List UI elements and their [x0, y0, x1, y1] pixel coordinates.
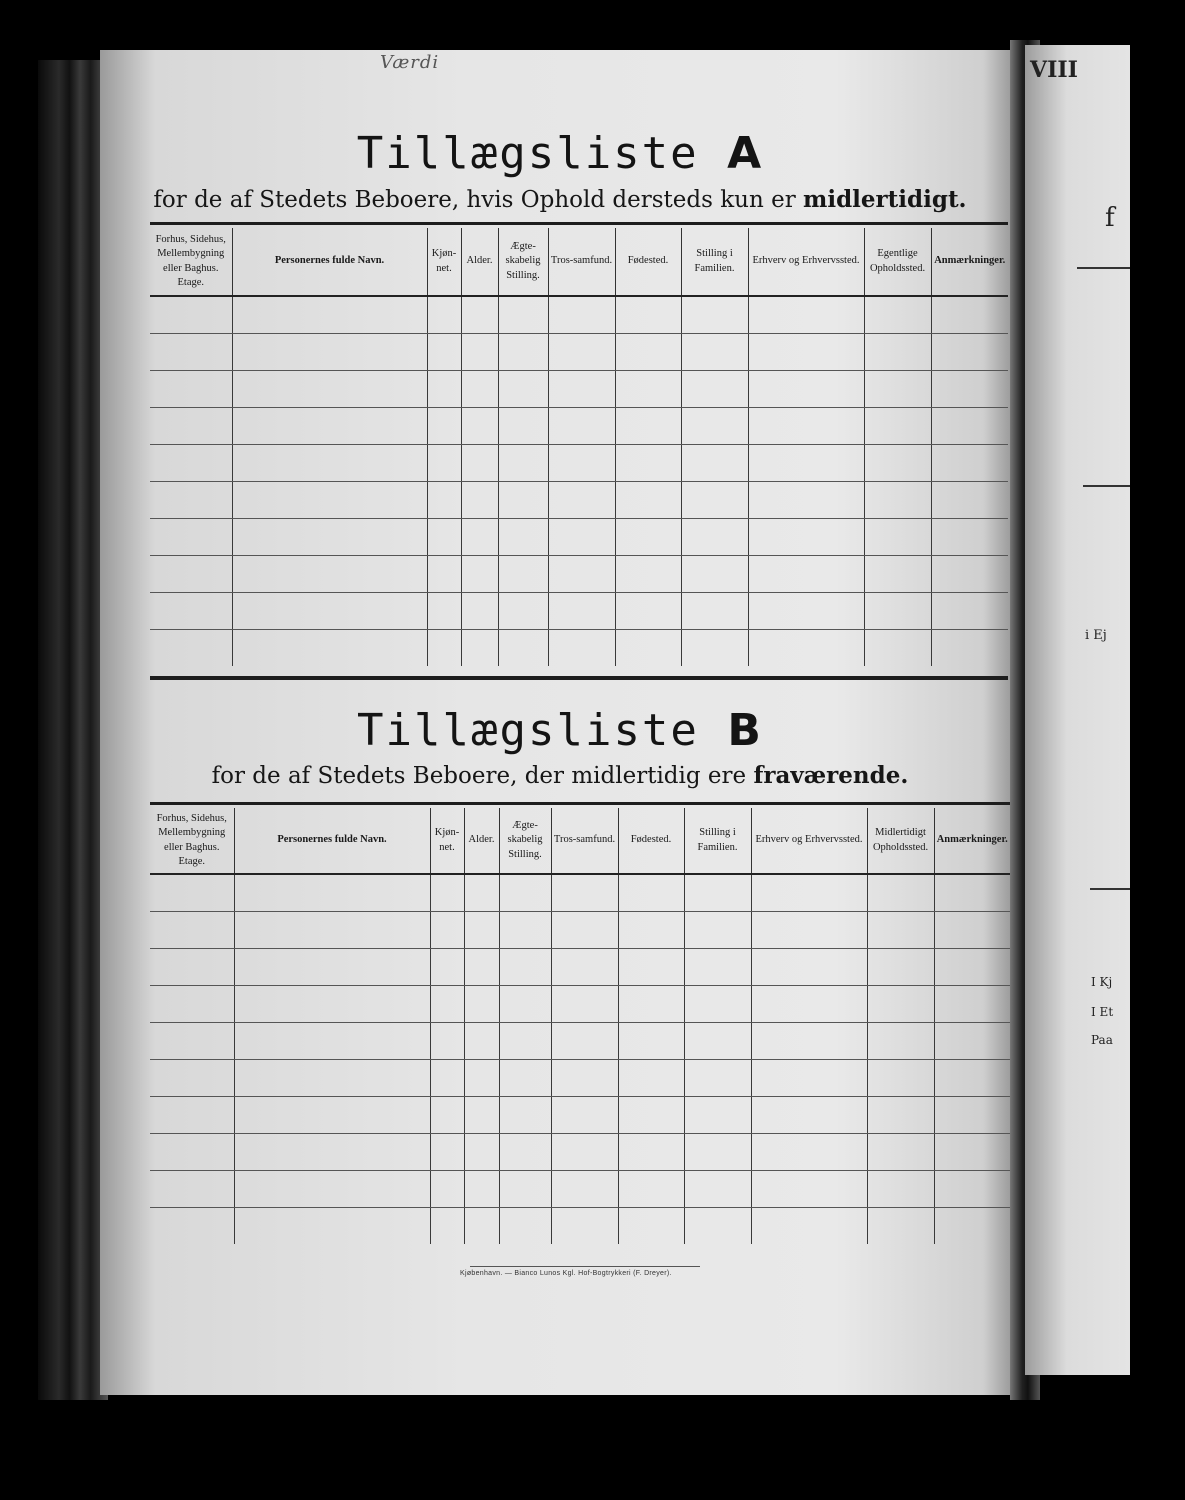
- list-b-table-cell: [618, 1134, 684, 1171]
- list-a-table-cell: [615, 593, 681, 630]
- list-b-subtitle-bold: fraværende.: [753, 762, 909, 789]
- list-b-table-cell: [234, 1023, 430, 1060]
- list-a-table-cell: [864, 630, 931, 667]
- list-a-table-cell: [615, 408, 681, 445]
- list-b-table-cell: [464, 874, 499, 912]
- list-b-table-row: [150, 949, 1010, 986]
- list-a-table-cell: [748, 630, 864, 667]
- list-b-header-row: [150, 808, 1010, 874]
- list-b-table-cell: [684, 1023, 751, 1060]
- list-b-table-cell: [751, 949, 867, 986]
- list-a-col-birthplace: Fødested.: [615, 228, 681, 296]
- list-a-table-cell: [864, 482, 931, 519]
- list-b-table-cell: [618, 986, 684, 1023]
- list-a-table-cell: [681, 371, 748, 408]
- list-b-table-cell: [867, 949, 934, 986]
- adjacent-rule-1: [1077, 267, 1130, 269]
- list-a-table: [150, 228, 1008, 666]
- list-b-col-birthplace: Fødested.: [618, 808, 684, 874]
- list-a-table-cell: [461, 556, 498, 593]
- list-b-col-building: Forhus, Sidehus, Mellembygning eller Baghus. Etage.: [150, 808, 234, 874]
- list-a-col-building: Forhus, Sidehus, Mellembygning eller Baghus. Etage.: [150, 228, 232, 296]
- list-a-table-cell: [150, 593, 232, 630]
- list-a-table-cell: [498, 445, 548, 482]
- list-a-table-cell: [498, 630, 548, 667]
- list-b-table-cell: [150, 986, 234, 1023]
- list-b-table-cell: [499, 1134, 551, 1171]
- list-b-table-cell: [934, 986, 1010, 1023]
- list-a-table-cell: [498, 408, 548, 445]
- list-b-table-cell: [464, 1023, 499, 1060]
- list-b-table-cell: [934, 874, 1010, 912]
- list-b-table-cell: [751, 986, 867, 1023]
- list-a-table-cell: [931, 519, 1008, 556]
- list-b-table-cell: [150, 1208, 234, 1245]
- list-b-table-cell: [867, 1060, 934, 1097]
- list-a-table-row: [150, 630, 1008, 667]
- list-a-table-cell: [681, 334, 748, 371]
- list-a-table-cell: [864, 296, 931, 334]
- list-a-table-cell: [681, 408, 748, 445]
- list-b-table-cell: [430, 1134, 464, 1171]
- list-a-table-cell: [931, 334, 1008, 371]
- list-a-table-row: [150, 408, 1008, 445]
- list-a-table-cell: [548, 482, 615, 519]
- list-a-title-letter: A: [727, 128, 764, 179]
- list-a-table-cell: [864, 519, 931, 556]
- list-b-table-cell: [934, 1097, 1010, 1134]
- list-b-table-cell: [551, 1023, 618, 1060]
- list-a-table-cell: [427, 482, 461, 519]
- list-b-subtitle-text: for de af Stedets Beboere, der midlertidig ere: [211, 763, 747, 789]
- list-b-table-cell: [684, 1171, 751, 1208]
- list-a-table-cell: [615, 556, 681, 593]
- list-a-table-row: [150, 556, 1008, 593]
- list-a-table-cell: [864, 408, 931, 445]
- list-a-table-cell: [498, 519, 548, 556]
- list-b-table-cell: [751, 1208, 867, 1245]
- list-a-table-cell: [681, 556, 748, 593]
- list-b-col-sex: Kjøn-net.: [430, 808, 464, 874]
- list-b-table-cell: [234, 986, 430, 1023]
- list-b-table-cell: [464, 1097, 499, 1134]
- list-a-table-cell: [232, 408, 427, 445]
- list-a-table-cell: [232, 334, 427, 371]
- list-b-table-row: [150, 1060, 1010, 1097]
- list-b-table-cell: [150, 912, 234, 949]
- list-a-table-cell: [498, 593, 548, 630]
- adjacent-line-4: I Et: [1091, 1005, 1114, 1019]
- adjacent-line-2: i Ej: [1085, 628, 1107, 643]
- list-a-table-cell: [232, 445, 427, 482]
- list-a-table-cell: [548, 630, 615, 667]
- list-b-table-cell: [499, 874, 551, 912]
- list-a-col-religion: Tros-samfund.: [548, 228, 615, 296]
- list-a-table-cell: [461, 593, 498, 630]
- list-a-table-cell: [232, 556, 427, 593]
- list-a-table-cell: [748, 593, 864, 630]
- list-b-table-cell: [618, 1208, 684, 1245]
- list-a-table-cell: [150, 408, 232, 445]
- list-b-table-cell: [934, 949, 1010, 986]
- list-b-table-cell: [150, 1097, 234, 1134]
- list-a-subtitle-bold: midlertidigt.: [803, 186, 967, 213]
- list-b-table-cell: [684, 874, 751, 912]
- list-b-table-row: [150, 986, 1010, 1023]
- list-b-table-cell: [867, 1134, 934, 1171]
- list-b-top-rule: [150, 802, 1010, 805]
- adjacent-line-5: Paa: [1091, 1033, 1113, 1047]
- list-b-table-cell: [684, 986, 751, 1023]
- list-a-subtitle: [100, 186, 1020, 213]
- list-a-table-cell: [232, 482, 427, 519]
- list-a-table-cell: [615, 630, 681, 667]
- list-b-table-cell: [751, 1060, 867, 1097]
- list-b-table-row: [150, 1097, 1010, 1134]
- list-b-table-cell: [751, 1097, 867, 1134]
- list-a-table-cell: [150, 296, 232, 334]
- list-a-table-cell: [931, 593, 1008, 630]
- list-b-table-row: [150, 1134, 1010, 1171]
- list-b-col-marital: Ægte-skabelig Stilling.: [499, 808, 551, 874]
- list-b-table-cell: [464, 1134, 499, 1171]
- list-a-table-cell: [748, 556, 864, 593]
- list-a-table-row: [150, 445, 1008, 482]
- list-b-table-cell: [867, 986, 934, 1023]
- list-a-table-cell: [461, 445, 498, 482]
- list-b-table-cell: [150, 1134, 234, 1171]
- list-a-table-cell: [615, 296, 681, 334]
- list-a-table-cell: [931, 408, 1008, 445]
- list-b-table-cell: [234, 949, 430, 986]
- list-b-table-cell: [499, 949, 551, 986]
- list-b-table-row: [150, 1171, 1010, 1208]
- list-b-col-temporary-residence: Midlertidigt Opholdssted.: [867, 808, 934, 874]
- list-a-table-row: [150, 296, 1008, 334]
- list-b-table-cell: [430, 1171, 464, 1208]
- list-b-table-cell: [464, 1171, 499, 1208]
- list-a-table-cell: [748, 519, 864, 556]
- list-a-table-cell: [232, 593, 427, 630]
- list-a-col-name: Personernes fulde Navn.: [232, 228, 427, 296]
- list-b-table-cell: [618, 912, 684, 949]
- list-a-table-cell: [150, 482, 232, 519]
- list-b-table-cell: [499, 1060, 551, 1097]
- list-a-table-cell: [681, 445, 748, 482]
- list-a-table-row: [150, 371, 1008, 408]
- list-a-header-row: [150, 228, 1008, 296]
- list-b-table-cell: [430, 949, 464, 986]
- list-b-table: [150, 808, 1010, 1244]
- list-b-table-cell: [499, 1171, 551, 1208]
- list-b-table-cell: [464, 949, 499, 986]
- adjacent-page: [1025, 45, 1130, 1375]
- sheet-mark: Værdi: [380, 52, 440, 73]
- list-b-table-row: [150, 874, 1010, 912]
- list-a-top-rule: [150, 222, 1008, 225]
- list-b-table-cell: [867, 1097, 934, 1134]
- list-a-table-cell: [427, 334, 461, 371]
- list-a-table-cell: [615, 482, 681, 519]
- list-a-table-cell: [548, 519, 615, 556]
- list-a-table-cell: [461, 519, 498, 556]
- list-b-table-cell: [499, 1023, 551, 1060]
- list-a-table-cell: [681, 519, 748, 556]
- list-a-table-cell: [931, 482, 1008, 519]
- list-b-title-text: Tillægsliste: [357, 705, 699, 756]
- list-a-table-cell: [498, 296, 548, 334]
- list-a-col-age: Alder.: [461, 228, 498, 296]
- adjacent-line-1: f: [1105, 203, 1115, 233]
- list-a-table-cell: [150, 371, 232, 408]
- list-a-table-cell: [548, 593, 615, 630]
- list-a-table-cell: [931, 296, 1008, 334]
- list-a-table-cell: [150, 445, 232, 482]
- list-b-table-cell: [751, 874, 867, 912]
- list-a-table-cell: [864, 371, 931, 408]
- list-b-table-cell: [551, 912, 618, 949]
- list-a-table-cell: [427, 556, 461, 593]
- list-a-table-cell: [681, 482, 748, 519]
- list-b-table-cell: [751, 1171, 867, 1208]
- list-b-table-cell: [234, 1134, 430, 1171]
- list-b-table-cell: [150, 1171, 234, 1208]
- printer-rule: [470, 1266, 700, 1267]
- list-b-table-cell: [464, 912, 499, 949]
- list-a-table-cell: [931, 445, 1008, 482]
- list-b-table-cell: [684, 949, 751, 986]
- list-b-table-cell: [551, 874, 618, 912]
- list-b-table-cell: [551, 986, 618, 1023]
- list-a-table-cell: [427, 371, 461, 408]
- list-b-table-cell: [150, 1023, 234, 1060]
- list-a-table-row: [150, 593, 1008, 630]
- list-b-table-cell: [551, 1060, 618, 1097]
- list-a-table-cell: [681, 593, 748, 630]
- list-a-table-cell: [748, 408, 864, 445]
- list-a-col-sex: Kjøn-net.: [427, 228, 461, 296]
- list-b-table-cell: [867, 1208, 934, 1245]
- list-a-table-cell: [150, 630, 232, 667]
- list-b-table-cell: [934, 1023, 1010, 1060]
- list-b-table-cell: [430, 912, 464, 949]
- list-a-table-cell: [150, 334, 232, 371]
- list-b-table-cell: [234, 1097, 430, 1134]
- list-a-table-cell: [427, 296, 461, 334]
- list-a-subtitle-text: for de af Stedets Beboere, hvis Ophold dersteds kun er: [153, 187, 796, 213]
- list-b-table-cell: [618, 949, 684, 986]
- list-b-table-cell: [234, 912, 430, 949]
- list-b-table-cell: [430, 1060, 464, 1097]
- list-b-col-occupation: Erhverv og Erhvervssted.: [751, 808, 867, 874]
- list-b-table-cell: [551, 1208, 618, 1245]
- list-b-table-cell: [684, 1208, 751, 1245]
- list-a-table-cell: [232, 519, 427, 556]
- list-b-table-cell: [618, 1023, 684, 1060]
- list-b-table-cell: [551, 1171, 618, 1208]
- list-a-table-cell: [461, 630, 498, 667]
- list-b-table-cell: [464, 986, 499, 1023]
- list-b-table-cell: [934, 1060, 1010, 1097]
- list-a-table-cell: [748, 334, 864, 371]
- list-a-col-family-position: Stilling i Familien.: [681, 228, 748, 296]
- list-a-table-cell: [427, 445, 461, 482]
- list-a-table-cell: [864, 593, 931, 630]
- list-a-table-cell: [150, 519, 232, 556]
- list-a-col-occupation: Erhverv og Erhvervssted.: [748, 228, 864, 296]
- list-b-table-cell: [934, 1134, 1010, 1171]
- list-a-table-cell: [427, 519, 461, 556]
- list-a-table-cell: [931, 371, 1008, 408]
- list-b-col-age: Alder.: [464, 808, 499, 874]
- list-b-table-cell: [618, 874, 684, 912]
- list-b-table-cell: [430, 1208, 464, 1245]
- list-b-table-cell: [499, 1208, 551, 1245]
- list-b-table-cell: [499, 912, 551, 949]
- list-a-table-cell: [681, 296, 748, 334]
- list-a-table-cell: [748, 482, 864, 519]
- list-a-table-cell: [548, 445, 615, 482]
- list-b-table-cell: [551, 949, 618, 986]
- list-a-table-cell: [548, 556, 615, 593]
- list-a-table-row: [150, 334, 1008, 371]
- list-a-table-cell: [864, 334, 931, 371]
- list-b-table-cell: [150, 949, 234, 986]
- list-b-table-cell: [684, 1060, 751, 1097]
- list-b-table-cell: [430, 986, 464, 1023]
- list-a-table-cell: [931, 556, 1008, 593]
- list-a-table-cell: [498, 556, 548, 593]
- list-b-table-cell: [150, 1060, 234, 1097]
- list-a-table-cell: [461, 334, 498, 371]
- list-a-table-cell: [427, 630, 461, 667]
- list-b-table-cell: [867, 1023, 934, 1060]
- list-b-table-cell: [751, 1134, 867, 1171]
- list-a-table-cell: [548, 296, 615, 334]
- list-b-table-cell: [430, 1023, 464, 1060]
- adjacent-rule-3: [1090, 888, 1130, 890]
- list-b-table-cell: [234, 1060, 430, 1097]
- printer-imprint: Kjøbenhavn. — Bianco Lunos Kgl. Hof-Bogtrykkeri (F. Dreyer).: [460, 1270, 672, 1277]
- list-b-table-cell: [618, 1171, 684, 1208]
- list-a-table-cell: [864, 445, 931, 482]
- list-a-table-cell: [427, 408, 461, 445]
- list-b-table-cell: [234, 1171, 430, 1208]
- list-b-table-row: [150, 1023, 1010, 1060]
- list-b-table-cell: [934, 912, 1010, 949]
- list-a-table-cell: [548, 334, 615, 371]
- list-a-table-cell: [498, 334, 548, 371]
- list-b-title: [100, 705, 1020, 756]
- list-b-table-cell: [430, 874, 464, 912]
- list-b-subtitle: [100, 762, 1020, 789]
- list-b-table-cell: [751, 912, 867, 949]
- list-b-table-cell: [464, 1060, 499, 1097]
- list-a-table-cell: [681, 630, 748, 667]
- list-a-table-cell: [615, 519, 681, 556]
- list-b-table-cell: [867, 874, 934, 912]
- list-a-title-text: Tillægsliste: [356, 128, 699, 179]
- list-a-table-cell: [748, 296, 864, 334]
- list-b-title-letter: B: [727, 705, 763, 756]
- list-b-table-row: [150, 1208, 1010, 1245]
- list-a-col-marital: Ægte-skabelig Stilling.: [498, 228, 548, 296]
- list-b-table-cell: [234, 874, 430, 912]
- list-b-table-cell: [234, 1208, 430, 1245]
- list-a-table-row: [150, 519, 1008, 556]
- list-b-table-cell: [618, 1097, 684, 1134]
- list-a-table-cell: [232, 296, 427, 334]
- list-b-table-cell: [867, 1171, 934, 1208]
- list-a-col-residence: Egentlige Opholdssted.: [864, 228, 931, 296]
- list-a-table-cell: [232, 371, 427, 408]
- list-a-table-cell: [461, 296, 498, 334]
- list-a-table-cell: [748, 371, 864, 408]
- list-b-table-cell: [684, 912, 751, 949]
- list-b-table-cell: [464, 1208, 499, 1245]
- list-b-col-family-position: Stilling i Familien.: [684, 808, 751, 874]
- list-b-table-cell: [430, 1097, 464, 1134]
- list-b-table-cell: [684, 1097, 751, 1134]
- list-b-table-cell: [684, 1134, 751, 1171]
- list-a-table-cell: [498, 371, 548, 408]
- list-b-col-religion: Tros-samfund.: [551, 808, 618, 874]
- list-b-table-cell: [499, 986, 551, 1023]
- list-b-table-cell: [934, 1171, 1010, 1208]
- list-a-table-cell: [931, 630, 1008, 667]
- book-edge: [38, 60, 108, 1400]
- list-a-table-cell: [615, 445, 681, 482]
- list-b-table-cell: [934, 1208, 1010, 1245]
- list-b-table-cell: [551, 1134, 618, 1171]
- list-a-title: [100, 128, 1020, 179]
- list-b-table-cell: [499, 1097, 551, 1134]
- list-a-table-cell: [427, 593, 461, 630]
- list-b-table-cell: [551, 1097, 618, 1134]
- list-a-table-cell: [150, 556, 232, 593]
- list-a-table-cell: [461, 482, 498, 519]
- list-b-table-cell: [751, 1023, 867, 1060]
- adjacent-rule-2: [1083, 485, 1130, 487]
- list-b-table-cell: [867, 912, 934, 949]
- list-a-table-cell: [548, 408, 615, 445]
- list-a-table-cell: [232, 630, 427, 667]
- list-b-col-remarks: Anmærkninger.: [934, 808, 1010, 874]
- list-a-table-cell: [615, 371, 681, 408]
- list-b-table-cell: [150, 874, 234, 912]
- adjacent-line-3: I Kj: [1091, 975, 1113, 989]
- list-a-bottom-rule: [150, 676, 1008, 680]
- list-b-table-cell: [618, 1060, 684, 1097]
- list-a-table-row: [150, 482, 1008, 519]
- page-roman-number: VIII: [1030, 57, 1078, 83]
- list-b-table-row: [150, 912, 1010, 949]
- list-a-col-remarks: Anmærkninger.: [931, 228, 1008, 296]
- list-b-col-name: Personernes fulde Navn.: [234, 808, 430, 874]
- list-a-table-cell: [548, 371, 615, 408]
- list-a-table-cell: [748, 445, 864, 482]
- list-a-table-cell: [461, 408, 498, 445]
- list-a-table-cell: [615, 334, 681, 371]
- list-a-table-cell: [461, 371, 498, 408]
- list-a-table-cell: [864, 556, 931, 593]
- list-a-table-cell: [498, 482, 548, 519]
